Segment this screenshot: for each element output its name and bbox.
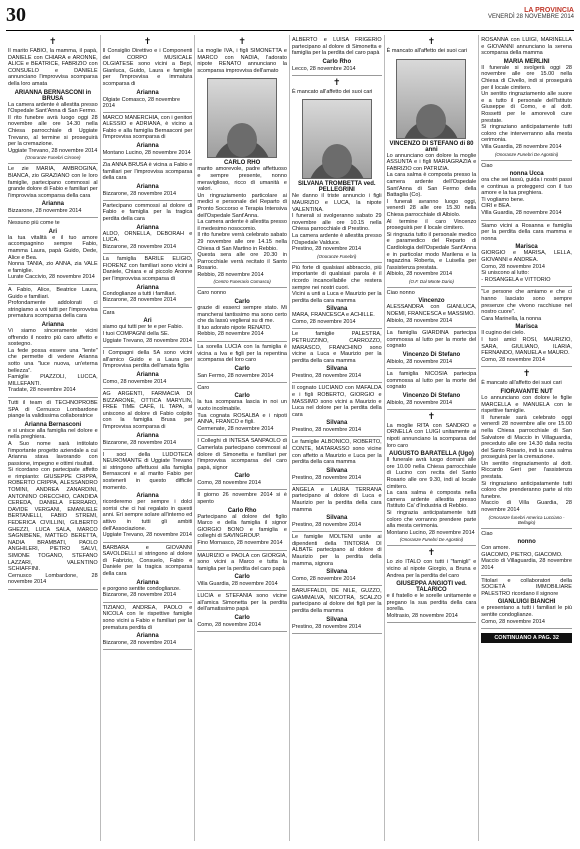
notice-text: Le famiglie MOLTENI unite ai dipendenti della TINTORIA DI ALBATE partecipano al dolore di Maurizio per la perdita della mamma, signora [291, 534, 382, 567]
obituary-notice [197, 342, 287, 383]
notice-text: Partecipano commossi al dolore di Fabio e famiglia per la tragica perdita della cara [102, 202, 193, 222]
notice-body: siamo qui tutti per te e per Fabio. I tuoi COMPAGNI della SE. Uggiate Trevano, 28 novembre 2014 [102, 324, 192, 344]
obituary-notice [197, 288, 287, 342]
portrait-photo [207, 78, 277, 158]
obituary-notice [8, 164, 98, 218]
notice-name: Arianna [136, 224, 159, 231]
notice-body: Lo annunciano con dolore le figlie MARCELLA e MANUELA con le rispettive famiglie. Il funerale sarà celebrato oggi venerdì 28 novembre alle ore 15.00 nella Chiesa parrocchiale di San Salvatore di Maccio in Villaguardia, preceduto alle ore 14.30 dalla recita del Santo Rosario, indi la cara salma proseguirà per la cremazione. Un sentito ringraziamento al dott. Riccardo Geri per l'assistenza prestata. Si ringraziano anticipatamente tutti coloro che prenderanno parte al rito funebre. Maccio di Villa Guardia, 28 novembre 2014 [481, 394, 572, 514]
notice-text: Il Consiglio Direttivo e i Componenti del CORPO MUSICALE OLGIATESE sono vicini a Bepi, Gianluca, Guido, Laura e famiglie per l'improvvisa e immatura scomparsa di [102, 48, 193, 87]
notice-text: Tutti il team di TECHNOPROBE SPA di Cernusco Lombardone piange la validissima collaboratrice [8, 399, 98, 420]
obituary-notice [387, 410, 477, 547]
portrait-photo [302, 99, 372, 179]
notice-text: Caro [197, 384, 210, 391]
obituary-notice [387, 328, 477, 369]
notice-text: Zia ANNA BRUSA è vicina a Fabio e familiari per l'improvvisa scomparsa della cara [102, 161, 193, 182]
obituary-notice [481, 576, 572, 630]
notice-text: Siamo vicini a Rosanna e famiglia per la perdita della cara mamma e nonna [481, 222, 572, 242]
column-1 [6, 35, 101, 841]
column-4 [290, 35, 385, 841]
obituary-notice [103, 254, 193, 308]
obituary-notice [292, 532, 382, 586]
notice-text: Caro nonno [197, 290, 227, 297]
notice-name: Vincenzo Di Stefano [402, 352, 461, 359]
notice-name: Carlo [234, 615, 250, 622]
notice-name: Arianna [136, 493, 159, 500]
place-date: Montano Lucino, 28 novembre 2014 [102, 149, 191, 156]
notice-body: Partecipano al dolore del figlio Marco e della famiglia il signor GIORGIO BONO e famiglia e colleghi di SAVINGROUP. Fino Mornasco, 28 novembre 2014 [197, 513, 287, 546]
notice-body: ora che sei lassù, guida i nostri passi e continua a proteggerci con il tuo amore e la tua preghiera. Ti vogliamo bene. CIRI e BEA. Villa Guardia, 28 novembre 2014 [481, 177, 572, 217]
notice-name: Arianna Bernasconi [24, 421, 82, 428]
funeral-home-note: (Centro Funerario Comasco) [213, 279, 271, 285]
photo-caption: CARLO RHO [223, 160, 261, 167]
notice-name: Silvana [326, 306, 348, 313]
column-2 [101, 35, 196, 841]
place-date: Como, 28 novembre 2014 [197, 480, 261, 487]
column-5 [385, 35, 480, 841]
obituary-notice [481, 367, 572, 528]
cross-icon: ✝ [333, 77, 341, 88]
place-date: Prestino, 28 novembre 2014 [291, 474, 362, 481]
notice-text: Lo zio ITALO con tutti i "famigli" e vicino al nipote Giorgio, a Bruna e Andrea per la perdita del caro [386, 559, 477, 579]
deceased-name: GIUSEPPA ANGIOTI ved. TALARICO [396, 581, 467, 594]
notice-body: la tua scomparsa lascia in noi un vuoto incolmabile. Tua cognata ROSALBA e i nipoti ANNA, FRANCO e figli. Cermenate, 28 novembre 2014 [197, 399, 287, 432]
notice-text: I Colleghi di INTESA SANPAOLO di Camerlata partecipano commossi al dolore di Simonetta e familiari per l'improvvisa scomparsa del caro papà, signor [197, 438, 287, 471]
notice-text: Più forte di qualsiasi abbraccio, più importante di qualsiasi parola è il ricordo incancellabile che restera sempre nei nostri cuori. Vicini a unti a Luca e Maurizio per la perdita della cara mamma [291, 264, 382, 304]
place-date: Prestino, 28 novembre 2014 [291, 373, 362, 380]
cross-icon: ✝ [143, 37, 152, 47]
page-number: 30 [6, 4, 26, 26]
funeral-home-note: (Onoranze Funebri Cirrone) [25, 155, 81, 161]
obituary-notice [481, 287, 572, 367]
notice-body: Il funerale si svolgerà oggi 28 novembre alle ore 15.00 nella Chiesa di Civello, indi si proseguirà per il locale cimitero. Un sentito ringraziamento alle suore e a tutto il personale dell'Istituto Giuseppe di Como, e al dott. Rossetti per le amorevoli cure prestate. Si ringraziano anticipatamente tutti coloro che interverranno alla mesta cerimonia. Villa Guardia, 28 novembre 2014 [481, 64, 572, 150]
funeral-home-note: (O.F. Dal Monte Dario) [408, 278, 454, 284]
notice-name: Marisca [515, 324, 538, 331]
obituary-notice [103, 113, 193, 160]
notice-text: La famiglia GIARDINA partecipa commossa al lutto per la morte del cognato [386, 330, 477, 350]
obituary-notice [103, 389, 193, 450]
obituary-notice [292, 586, 382, 633]
place-date: San Fermo, 28 novembre 2014 [197, 372, 274, 379]
deceased-name: FIORAVANTE NUT [500, 388, 553, 395]
photo-caption: VINCENZO DI STEFANO di 80 anni [389, 140, 474, 153]
obituary-notice [292, 329, 382, 383]
notice-name: Arianna [136, 633, 159, 640]
place-date: Bizzarone, 28 novembre 2014 [102, 439, 177, 446]
place-date: Albiolo, 28 novembre 2014 [386, 359, 453, 366]
obituary-notice [197, 490, 287, 550]
column-3 [195, 35, 290, 841]
obituary-notice [292, 35, 382, 76]
notice-text: La moglie IVA, i figli SIMONETTA e MARCO con NADIA, l'adorato nipote RENATO annunciano la scomparsa improvvisa dell'amato [197, 48, 287, 74]
notice-text: Le famiglie ALBONICO, ROBERTO, CONTE, MATARASSO sono vicine con affetto a Maurizio e Luca per la perdita della cara mamma [291, 439, 382, 466]
notice-text: Le zie MARIA, AMBROGINA, BIANCA, zio GRAZIANO con le loro famiglie, partecipano commossi al grande dolore di Fabio e familiari per l'improvvisa scomparsa della cara [8, 166, 98, 199]
notice-body: Lo annunciano con dolore la moglie ASSUNTA e i figli MARIAGRAZIA e FABRIZIO con PATRIZIA. La cara salma è composta presso la camera ardente dell'Ospedale Sant'Anna di San Fermo della Battaglia (Co). I funerali avranno luogo oggi, venerdì 28 alle ore 15.30 nella Chiesa parrocchiale di Albiolo. Al termine il caro Vincenzo proseguirà per il locale cimitero. Si ringrazia tutto il personale medico e paramedico del Reparto di Cardiologia dell'Ospedale Sant'Anna e in particolar modo Marilena e la ragazzina Roberta, e Luisella per l'assistenza prestata. Albiolo, 28 novembre 2014 [386, 152, 477, 278]
notice-text: MARCO MANERCHIA, con i genitori ALESSIO e ADRIANA, è vicino a Fabio e alla famiglia Bernasconi per l'improvvisa scomparsa di [102, 114, 193, 141]
notice-name: Carlo Rho [227, 507, 257, 514]
notice-name: Silvana [326, 467, 348, 474]
notice-text: La famiglia NICOSIA partecipa commossa al lutto per la morte del cognato [386, 371, 477, 391]
notice-text: Nessuno più come te [8, 220, 60, 227]
obituary-notice [292, 76, 382, 263]
notice-body: ricorderemo per sempre i dolci sorrisi che ci hai regalato in questi anni. Eri sempre solare all'interno ed attivo in tutti gli ambiti dell'Associazione. Uggiate Trevano, 28 novembre 2014 [102, 499, 193, 539]
deceased-name: AUGUSTO BARATELLA (Ugo) [389, 451, 474, 458]
obituary-notice [292, 437, 382, 484]
notice-body: e presentano a tutti i familiari le più sentite condoglianze. Como, 28 novembre 2014 [481, 605, 572, 625]
notice-name: Arianna [136, 432, 159, 439]
notice-text: TIZIANO, ANDREA, PAOLO e NICOLA con le rispettive famiglie sono vicini a Fabio e familiari per la prematura perdita di [102, 604, 193, 631]
obituary-notice [292, 383, 382, 437]
place-date: Villa Guardia, 28 novembre 2014 [197, 581, 278, 588]
notice-text: BARUFFALDI, DE NILE, GUZZO, GIAMMALVA, NICOTRA, SCALZO partecipano al dolore dei figli per la perdita della mamma [291, 588, 382, 614]
obituary-notice [387, 546, 477, 623]
obituary-notice [103, 348, 193, 389]
notice-text: Il giorno 26 novembre 2014 si è spento [197, 492, 287, 505]
notice-text: Le famiglie PALESTRA, PETRUZZINO, CARROZZO, MARASCO, FRANCHINO sono vicine a Luca e Maurizio per la perdita della cara mamma [291, 331, 382, 364]
continued-banner: CONTINUANO A PAG. 32 [481, 633, 572, 643]
obituary-notice [292, 485, 382, 532]
notice-text: LUCIA e STEFANIA sono vicine all'amica Simonetta per la perdita dell'amatissimo papà [197, 593, 287, 613]
funeral-home-note: (Onoranze Funebri De Agostini) [494, 151, 559, 157]
place-date: Prestino, 28 novembre 2014 [291, 427, 362, 434]
cross-icon: ✝ [427, 411, 436, 422]
notice-body: e il fratello e le sorelle unitamente e pregano la sua perdita della cara sorella. Moltrasio, 28 novembre 2014 [386, 593, 477, 619]
notice-text: BARBARA e GIOVANNI SAVOLDELLI si stringono al dolore di Fabrizio, Consuelo, Fabio e Daniele per la tragica scomparsa della cara [102, 544, 193, 578]
notice-text: "Le persone che amiamo e che ci hanno lasciato sono sempre presenze che vivono racchiuse nel nostro cuore". Cara Marinella, la nonna [481, 289, 572, 322]
place-date: Albiolo, 28 novembre 2014 [386, 399, 453, 406]
place-date: Prestino, 28 novembre 2014 [291, 522, 362, 529]
obituary-notice [103, 603, 193, 650]
obituary-notice [387, 369, 477, 410]
notice-name: Silvana [326, 616, 348, 623]
notice-name: GIANLUIGI BIANCHI [497, 599, 556, 606]
notice-body: grazie di esserci sempre stato. Mi mancherai tantissimo ma sono certo che da lassù veglierai su di me. Il tuo adorato nipote RENATO. Rebbio, 28 novembre 2014 [197, 305, 287, 338]
notice-text: Ciao nonno [386, 289, 415, 296]
notice-name: Arianna [136, 579, 159, 586]
obituary-notice [481, 221, 572, 288]
notice-name: Carlo [234, 299, 250, 306]
obituary-notice [103, 308, 193, 348]
cross-icon: ✝ [238, 37, 246, 47]
deceased-name: MARIA MERLINI [503, 58, 550, 65]
notice-text: Cara [102, 309, 115, 316]
notice-text: A Fabio, Alice, Beatrice Laura, Guido e familiari. Profondamente addolorati ci stringiamo a voi tutti per l'improvvisa prematura scomparsa della cara [8, 287, 98, 320]
obituary-notice [481, 161, 572, 221]
notice-text: I Compagni della 5A sono vicini all'amico Guido e a Laura per l'improvvisa perdita dell'amata figlia [102, 350, 193, 370]
deceased-name: ARIANNA BERNASCONI in BRUSA [14, 89, 92, 102]
notice-name: Arianna [136, 284, 159, 291]
notice-text: È mancato all'affetto dei suoi cari [481, 380, 562, 387]
portrait-silhouette [416, 104, 446, 138]
notice-text: Ciao [481, 162, 493, 169]
notice-body: La camera ardente è allestita presso l'Ospedale Sant'Anna di San Fermo. Il rito funebre avrà luogo oggi 28 novembre alle ore 14.30 nella Chiesa parrocchiale di Uggiate Trevano, al termine si proseguirà per la cremazione. Uggiate Trevano, 28 novembre 2014 [8, 101, 98, 154]
notice-text: ROSANNA con LUIGI, MARINELLA e GIOVANNI annunciano la serena scomparsa della mamma [481, 37, 572, 57]
obituary-notice [197, 551, 287, 592]
obituary-notice [387, 35, 477, 288]
notice-body: Vi siamo sinceramente vicini offrendo il nostro più caro affetto e sostegno. La fede possa essere una "lente" che permette di vedere Arianna sotto una "luce nuova, un'eterna bellezza". Famiglie PIAZZOLI, LUCCA, MILLEFANTI. Tradate, 28 novembre 2014 [8, 328, 98, 394]
notice-body: e si unisce alla famiglia nel dolore e nella preghiera. A Suo nome sarà intitolato l'importante progetto aziendale a cui Arianna stava lavorando con passione, impegno e ottimi risultati. Si ricordano con partecipate affetto e rimpianto: GIUSEPPE CRIPPA, ROBERTO CRIPPA, ALESSANDRO TOMINI, ANDREA ZANARDINI, ANTONINO ORECCHIO, CANDIDA CEREDA, DANIELA FERRARO, DAVIDE VERGANI, EMANUELE BERTANELLI, FABIO STREMI, FEDERICA CIVILLINI, GILBERTO GHEZZI, LUCA SALA, MARCO SAGNIBENE, MATTEO BERETTA, NADIA BRAMBATI, PAOLO ANGHILERI, PIETRO SALVI, SIMONE TOGANO, STEFANO LAZZARI, VALENTINO SCHIAFFINI. Cernusco Lombardone, 28 novembre 2014 [8, 427, 98, 586]
funeral-home-note: (Onoranze Funebri De Agostini) [399, 537, 464, 543]
notice-body: Ne danno il triste annuncio i figli MAURIZIO e LUCA, la nipote VALENTINA. I funerali si svolgeranno sabato 29 novembre alle ore 10.15 nella Chiesa parrocchiale di Prestino. La camera ardente è allestita presso l'Ospedale Valduce. Prestino, 28 novembre 2014 [291, 193, 382, 253]
portrait-photo [396, 59, 466, 139]
notice-body: ALDO, ORNELLA, DEBORAH e LUCA. Bizzarone, 28 novembre 2014 [102, 230, 193, 250]
notice-text: ALBERTO e LUISA FRIGERIO partecipano al dolore di Simonetta e famiglia per la perdita del caro papà [291, 37, 382, 57]
obituary-notice [103, 450, 193, 543]
columns-container [6, 35, 574, 841]
obituary-notice [8, 218, 98, 285]
funeral-home-note: (Onoranze Funebri) [317, 253, 357, 259]
notice-name: Carlo Rho [322, 58, 352, 65]
notice-name: Silvana [326, 515, 348, 522]
obituary-notice [103, 543, 193, 603]
notice-body: Il cugino dei cielo. I tuoi amici ROSI, MAURIZIO, SARA, GIULIANO, ILARIA, FERNANDO, MANUELA e MAURO. Como, 28 novembre 2014 [481, 330, 572, 363]
notice-body: e porgono sentite condoglianze. Bizzarone, 28 novembre 2014 [102, 585, 181, 599]
notice-name: nonna Ucca [509, 171, 544, 178]
notice-name: Ari [48, 228, 57, 235]
obituary-notice [197, 383, 287, 437]
place-date: Como, 28 novembre 2014 [197, 622, 261, 629]
notice-name: Silvana [326, 366, 348, 373]
notice-text: Titolari e collaboratori della SOCIETÀ IMMOBILIARE PALESTRO ricordano il signore [481, 577, 572, 597]
place-date: Bizzarone, 28 novembre 2014 [102, 190, 177, 197]
portrait-silhouette [322, 144, 352, 178]
notice-name: Vincenzo Di Stefano [402, 392, 461, 399]
notice-name: Arianna [136, 183, 159, 190]
notice-text: La sorella LUCIA con la famiglia è vicina a Iva e figli per la repentina scomparsa del loro caro [197, 344, 287, 364]
obituary-notice [387, 288, 477, 328]
notice-body: marito amorevole, padre affettuoso e sempre presente, nonno meraviglioso, ricco di umanità e valori. Un ringraziamento particolare ai medici e personale del Reparto di Pronto Soccorso e Terapia Intensiva dell'Ospedale Sant'Anna. La camera ardente è allestita presso il medesimo nosocomio. Il rito funebre verrà celebrato sabato 29 novembre alle ore 14.15 nella Chiesa di San Martino in Rebbio. Questa sera alle ore 20.30 in Parrocchiale verrà recitato il Santo Rosario. Rebbio, 28 novembre 2014 [197, 166, 287, 278]
notice-body: Il funerale avrà luogo domani alle ore 10.00 nella Chiesa parrocchiale di Lucino con recita del Santo Rosario alle ore 9.30, indi al locale cimitero. La cara salma è composta nella camera ardente allestita presso l'Istituto Ca' d'Industria di Rebbio. Si ringrazia anticipatamente tutti coloro che vorranno prendere parte alla mesta cerimonia. Montano Lucino, 28 novembre 2014 [386, 457, 477, 536]
funeral-home-note: (Onoranze funebri America Lucciano - Bellagio) [488, 514, 565, 525]
notice-text: La moglie RITA con SANDRO e ORNELLA con LUIGI unitamente ai nipoti annunciano la scomparsa del loro caro [386, 422, 477, 449]
obituary-notice [103, 35, 193, 113]
place-date: Como, 28 novembre 2014 [102, 379, 167, 385]
notice-text: AG ARGENTI, FARMACIA DI BIZZARONE, OTTICA MARYLIN, FREE TIME CAFÈ, IL TAPA, si uniscono al dolore di Fabio colpito con la famiglia Brusa per l'improvvisa scomparsa di [102, 391, 193, 430]
notice-name: Vincenzo [418, 298, 445, 305]
obituary-notice [481, 35, 572, 161]
notice-body: MARA, FRANCESCA e ACHILLE. Como, 28 novembre 2014 [291, 312, 375, 325]
notice-name: Carlo [234, 393, 250, 400]
notice-text: Il cognato LUCIANO con MAFALDA e i figli ROBERTO, GIORGIO e MASSIMO sono vicini a Maurizio e Luca nel dolore per la perdita della cara [291, 385, 382, 418]
obituary-notice [481, 529, 572, 576]
notice-body: ALESSANDRA con GIANLUCA, NOEMI, FRANCESCA e MASSIMO. Albiolo, 28 novembre 2014 [386, 304, 477, 324]
notice-text: I soci della LUDOTECA NEUROMANTE di Uggiate Trevano si stringono affettuosi alla famiglia Bernasconi e al marito Fabio per sostenerli in questo difficile momento. [102, 451, 193, 491]
notice-body: Condoglianze a tutti i familiari. Bizzarone, 28 novembre 2014 [102, 290, 177, 304]
obituary-notice [197, 591, 287, 632]
notice-name: Arianna [136, 89, 159, 96]
obituary-notice [197, 35, 287, 288]
obituary-notice [8, 35, 98, 164]
notice-name: Arianna [41, 201, 64, 208]
notice-name: Carlo [234, 574, 250, 581]
page-header [6, 6, 574, 31]
cross-icon: ✝ [49, 37, 57, 47]
notice-text: Ciao [481, 530, 493, 537]
notice-body: Con amore. GIACOMO, PIETRO, GIACOMO. Maccio di Villaguardia, 28 novembre 2014 [481, 545, 572, 571]
cross-icon: ✝ [522, 369, 531, 380]
notice-name: Arianna [136, 372, 159, 378]
place-date: Bizzarone, 28 novembre 2014 [102, 640, 177, 647]
notice-name: Silvana [326, 569, 348, 576]
place-date: Como, 28 novembre 2014 [291, 576, 356, 583]
obituary-notice [197, 436, 287, 490]
notice-text: È mancato all'affetto dei suoi cari [291, 88, 373, 95]
notice-body: la tua vitalità e il tuo amore accompagnino sempre Fabio, mamma Laura, papà Guido, Dede, Alice e Bea. Nonna TANIA, zio ANNA, zia VALE e famiglie. Lurate Caccivio, 28 novembre 2014 [8, 234, 98, 281]
notice-name: Carlo [234, 473, 250, 480]
notice-name: Marisca [515, 244, 538, 251]
photo-caption: SILVANA TROMBETTA ved. PELLEGRINI [298, 181, 376, 194]
place-date: Bizzarone, 28 novembre 2014 [8, 208, 82, 215]
masthead-title: LA PROVINCIA [524, 7, 574, 14]
place-date: Olgiate Comasco, 28 novembre 2014 [102, 96, 180, 109]
obituary-notice [103, 160, 193, 201]
notice-name: Ari [143, 318, 152, 325]
notice-name: nonno [517, 539, 536, 546]
cross-icon: ✝ [427, 548, 436, 559]
notice-text: ANGELA e LAURA TERRANA partecipano al dolore di Luca e Maurizio per la perdita della cara mamma [291, 486, 382, 513]
notice-name: Silvana [326, 420, 348, 427]
place-date: Lecco, 28 novembre 2014 [291, 65, 356, 72]
notice-body: GIORGIO e MARISA, LELLA, GIOVANNI e ANDREA. Como, 28 novembre 2014 Si uniscono al lutto: - ROSANGELA e VITTORIO [481, 250, 572, 283]
notice-name: Carlo [234, 365, 250, 372]
notice-text: La famiglia BARILE ELIGIO, FIORENZ con familiari sono vicini a Daniele, Chiara e al piccolo Aronne per l'improvvisa scomparsa di [102, 256, 193, 283]
column-6 [479, 35, 574, 841]
portrait-silhouette [227, 123, 257, 157]
obituary-notice [8, 285, 98, 398]
obituary-notice [8, 398, 98, 590]
notice-text: MAURIZIO e PAOLA con GIORGIA, sono vicini a Marco e tutta la famiglia per la perdita del caro papà [197, 552, 287, 572]
obituary-notice [292, 263, 382, 330]
notice-name: Arianna [136, 142, 159, 149]
masthead [488, 7, 574, 20]
obituary-notice [103, 201, 193, 255]
cross-icon: ✝ [427, 37, 436, 47]
notice-text: È mancato all'affetto dei suoi cari [386, 48, 468, 54]
header-date: VENERDÌ 28 NOVEMBRE 2014 [487, 14, 574, 20]
notice-text: Il marito FABIO, la mamma, il papà, DANIELE con CHIARA e ARONNE, ALICE e BEATRICE, FABRIZIO con CONSUELO e DANIELE annunciano l'improvvisa scomparsa della loro amata [8, 48, 98, 87]
notice-name: Arianna [41, 322, 64, 328]
place-date: Prestino, 28 novembre 2014 [291, 623, 362, 630]
